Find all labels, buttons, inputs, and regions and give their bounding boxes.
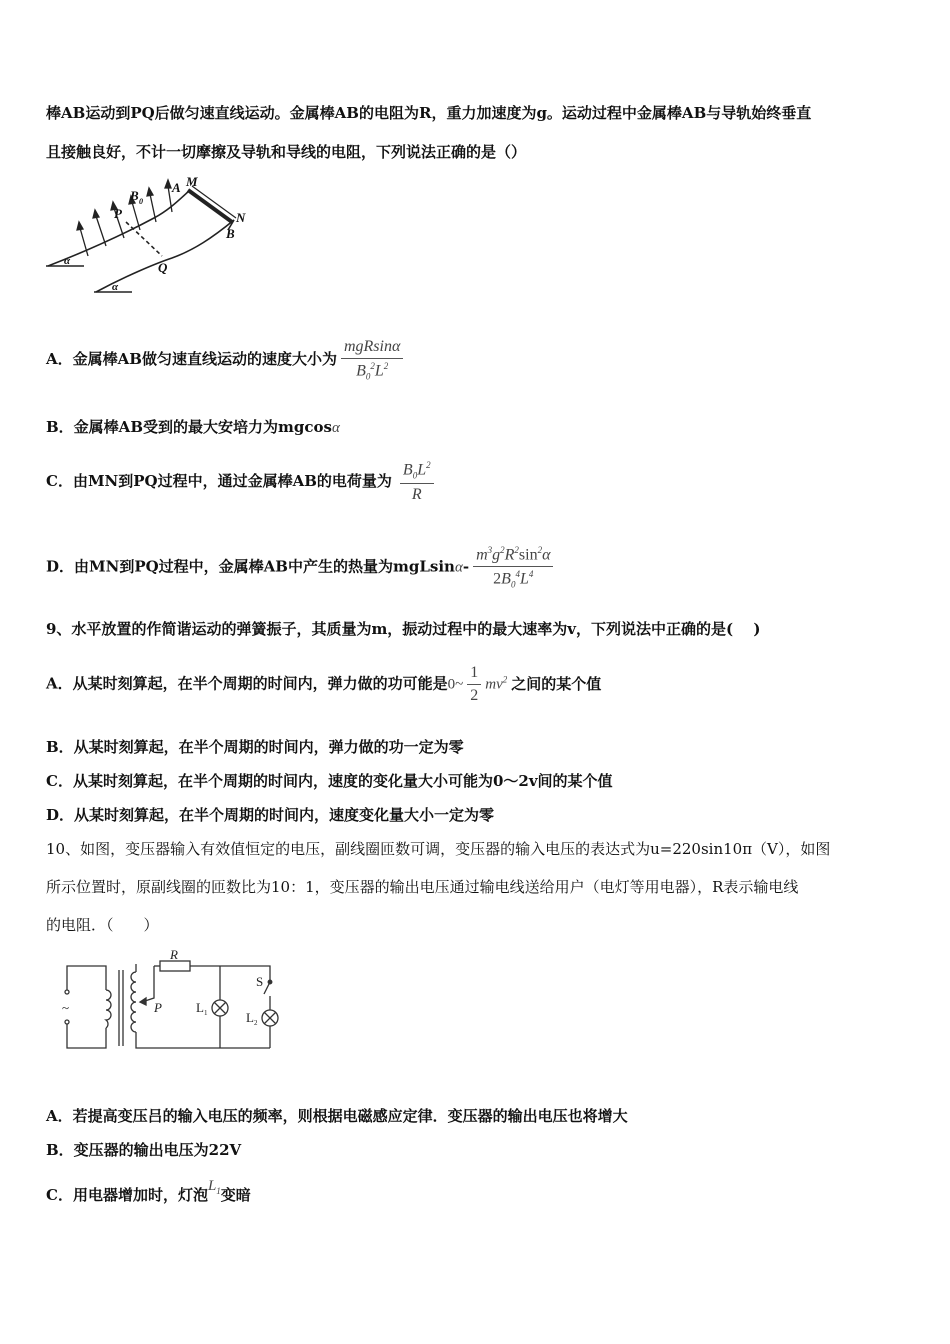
input-terminal xyxy=(65,1020,69,1024)
q8-option-d xyxy=(46,545,557,590)
switch-pivot xyxy=(268,980,272,984)
label-b0: B xyxy=(130,188,139,203)
label-l2-sub: 2 xyxy=(254,1019,258,1027)
field-arrow xyxy=(147,188,156,222)
q8-option-b xyxy=(46,416,340,437)
q8-option-d-alpha: α xyxy=(454,559,463,576)
q8-option-d-fraction xyxy=(473,545,553,590)
q9-option-a-mv: mv xyxy=(485,676,503,693)
den-b-sup: 4 xyxy=(515,569,520,580)
input-terminal xyxy=(65,990,69,994)
den-l-sup: 4 xyxy=(528,569,534,580)
figure-inclined-rails xyxy=(44,172,264,297)
field-arrow xyxy=(165,180,172,212)
num-r-sup: 2 xyxy=(514,545,519,555)
minus-sign: - xyxy=(462,557,470,576)
label-q: Q xyxy=(158,260,168,275)
lamp-l1-cross xyxy=(214,1002,226,1014)
q8-option-a-text: A．金属棒AB做匀速直线运动的速度大小为 xyxy=(46,349,337,368)
metal-rod-edge xyxy=(192,186,236,218)
q8-option-d-text: D．由MN到PQ过程中，金属棒AB中产生的热量为mgLsin xyxy=(46,557,455,576)
q9-option-a xyxy=(46,664,601,705)
q9-option-a-half xyxy=(467,664,481,705)
num-sin: sin xyxy=(518,546,538,564)
half-numerator: 1 xyxy=(467,664,481,685)
label-s: S xyxy=(256,974,264,989)
q10-stem-line1: 10、如图，变压器输入有效值恒定的电压，副线圈匝数可调，变压器的输入电压的表达式为u=220sin10π（V），如图 xyxy=(46,840,831,858)
q9-option-b: B．从某时刻算起，在半个周期的时间内，弹力做的功一定为零 xyxy=(46,738,464,756)
label-alpha-lower: α xyxy=(112,281,119,293)
label-p: P xyxy=(114,206,122,221)
q9-option-c: C．从某时刻算起，在半个周期的时间内，速度的变化量大小可能为0～2v间的某个值 xyxy=(46,772,613,790)
q8-option-c xyxy=(46,460,438,504)
primary-wire-top xyxy=(67,966,106,990)
field-arrow xyxy=(93,210,106,246)
figure-transformer-circuit xyxy=(56,950,286,1056)
q10-option-c xyxy=(46,1178,251,1206)
num-b-sub: 0 xyxy=(412,470,418,481)
metal-rod xyxy=(188,190,232,222)
num-m-sup: 3 xyxy=(487,545,493,555)
num-l-sup: 2 xyxy=(426,460,431,470)
den-b-sub: 0 xyxy=(510,579,516,590)
fraction-denominator: R xyxy=(411,485,422,503)
label-a: A xyxy=(172,180,181,195)
q8-option-a xyxy=(46,338,407,382)
primary-wire-bottom xyxy=(67,1024,106,1048)
tap-arrow xyxy=(140,998,146,1005)
den-b-sub: 0 xyxy=(365,371,371,382)
label-b0-sub: 0 xyxy=(139,197,143,206)
q8-stem-line1: 棒AB运动到PQ后做匀速直线运动。金属棒AB的电阻为R，重力加速度为g。运动过程中金属棒AB与导轨始终垂直 xyxy=(46,104,812,122)
den-l: L xyxy=(519,570,529,588)
field-arrow xyxy=(77,222,88,256)
q8-option-a-fraction xyxy=(341,338,403,382)
resistor-r xyxy=(160,961,190,971)
q8-option-c-fraction xyxy=(400,460,434,504)
q10-option-c-suffix: 变暗 xyxy=(220,1186,251,1204)
label-l1-sub: 1 xyxy=(204,1009,208,1017)
q9-option-a-zero: 0~ xyxy=(447,676,464,693)
q10-stem-line3: 的电阻．（ ） xyxy=(46,916,159,934)
return-wire xyxy=(136,1032,270,1048)
label-n: N xyxy=(236,210,246,225)
fraction-numerator: mgRsinα xyxy=(341,338,403,359)
primary-coil xyxy=(106,990,111,1028)
num-m: m xyxy=(476,546,488,564)
label-m: M xyxy=(186,174,198,189)
q10-option-c-text: C．用电器增加时，灯泡 xyxy=(46,1186,208,1204)
label-alpha-upper: α xyxy=(64,255,71,267)
q10-option-b: B．变压器的输出电压为22V xyxy=(46,1141,242,1159)
half-denominator: 2 xyxy=(470,687,479,704)
num-g-sup: 2 xyxy=(500,545,505,555)
den-2: 2 xyxy=(493,570,502,588)
den-b-sup: 2 xyxy=(370,361,375,371)
q8-stem-line2: 且接触良好，不计一切摩擦及导轨和导线的电阻，下列说法正确的是（） xyxy=(46,143,527,161)
q9-stem: 9、水平放置的作简谐运动的弹簧振子，其质量为m，振动过程中的最大速率为v，下列说法中正确的是( ) xyxy=(46,620,761,638)
label-ac-source: ~ xyxy=(62,1000,70,1015)
q9-option-a-suffix: 之间的某个值 xyxy=(511,674,602,693)
pq-dashed-line xyxy=(126,222,162,256)
label-l1: L xyxy=(196,1000,204,1015)
q10-stem-line2: 所示位置时，原副线圈的匝数比为10：1，变压器的输出电压通过输电线送给用户（电灯等用电器），R表示输电线 xyxy=(46,878,799,896)
q9-option-a-text: A．从某时刻算起，在半个周期的时间内，弹力做的功可能是 xyxy=(46,674,448,693)
lamp-l2-cross xyxy=(264,1012,276,1024)
lamp-l: L xyxy=(207,1178,217,1194)
secondary-coil xyxy=(131,972,136,1032)
sliding-tap xyxy=(142,966,154,1002)
num-l: L xyxy=(417,461,427,479)
q8-option-b-text: B．金属棒AB受到的最大安培力为mgcos xyxy=(46,418,332,436)
den-b: B xyxy=(501,570,511,588)
den-b: B xyxy=(356,362,366,380)
num-b: B xyxy=(402,461,413,479)
label-r: R xyxy=(170,950,178,962)
q8-option-c-text: C．由MN到PQ过程中，通过金属棒AB的电荷量为 xyxy=(46,471,392,490)
label-l2: L xyxy=(246,1010,254,1025)
q9-option-d: D．从某时刻算起，在半个周期的时间内，速度变化量大小一定为零 xyxy=(46,806,495,824)
den-l: L xyxy=(374,362,384,380)
num-alpha: α xyxy=(542,546,551,564)
num-sin-sup: 2 xyxy=(537,545,543,555)
num-g: g xyxy=(492,546,501,564)
q8-option-b-alpha: α xyxy=(331,420,340,436)
label-p: P xyxy=(154,1000,162,1015)
num-r: R xyxy=(504,546,515,564)
den-l-sup: 2 xyxy=(383,361,389,371)
label-b: B xyxy=(226,226,235,241)
q10-option-c-lamp xyxy=(208,1178,221,1196)
q10-option-a: A．若提高变压吕的输入电压的频率，则根据电磁感应定律．变压器的输出电压也将增大 xyxy=(46,1107,628,1125)
lamp-l-sub: 1 xyxy=(216,1186,221,1196)
q9-option-a-sup: 2 xyxy=(502,674,508,685)
